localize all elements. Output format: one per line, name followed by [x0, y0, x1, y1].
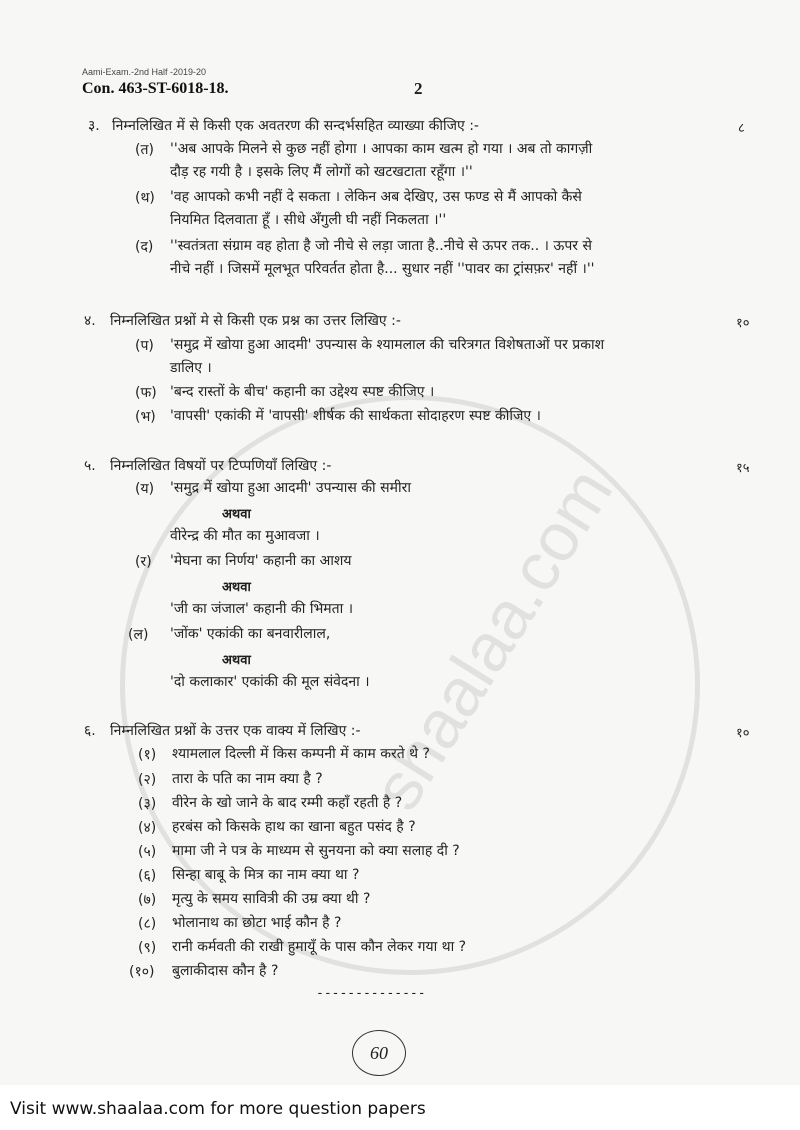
q6-item-4: हरबंस को किसके हाथ का खाना बहुत पसंद है ?	[172, 819, 416, 835]
q6-label-5: (५)	[138, 844, 157, 860]
q5-y-first: 'समुद्र में खोया हुआ आदमी' उपन्यास की समीरा	[170, 480, 411, 496]
q6-item-7: मृत्यु के समय सावित्री की उम्र क्या थी ?	[172, 891, 371, 907]
q3-number: ३.	[88, 118, 100, 134]
q5-number: ५.	[84, 458, 96, 474]
q6-label-10: (१०)	[129, 964, 155, 980]
q6-item-3: वीरेन के खो जाने के बाद रम्मी कहाँ रहती है ?	[172, 795, 403, 811]
q5-y-second: वीरेन्द्र की मौत का मुआवजा ।	[170, 528, 320, 544]
paper-code: Con. 463-ST-6018-18.	[82, 80, 229, 97]
q3-heading: निम्नलिखित में से किसी एक अवतरण की सन्दर्भसहित व्याख्या कीजिए :-	[112, 118, 479, 134]
q6-heading: निम्नलिखित प्रश्नों के उत्तर एक वाक्य में लिखिए :-	[110, 723, 361, 739]
q6-item-2: तारा के पति का नाम क्या है ?	[172, 771, 323, 787]
q6-item-8: भोलानाथ का छोटा भाई कौन है ?	[172, 915, 342, 931]
q6-label-6: (६)	[138, 868, 157, 884]
q4-label-p: (प)	[135, 338, 154, 354]
q3-th-line2: नियमित दिलवाता हूँ । सीधे अँगुली घी नहीं निकलता ।''	[170, 212, 447, 228]
q6-label-4: (४)	[138, 820, 157, 836]
q6-label-9: (९)	[138, 940, 157, 956]
q3-d-line1: ''स्वतंत्रता संग्राम वह होता है जो नीचे से लड़ा जाता है..नीचे से ऊपर तक.. । ऊपर से	[170, 238, 592, 254]
q4-number: ४.	[84, 313, 96, 329]
q5-l-or: अथवा	[222, 653, 251, 668]
footer-bar	[0, 1085, 800, 1130]
q3-t-line1: ''अब आपके मिलने से कुछ नहीं होगा । आपका काम खत्म हो गया । अब तो कागज़ी	[170, 141, 593, 157]
q4-ph-line1: 'बन्द रास्तों के बीच' कहानी का उद्देश्य स्पष्ट कीजिए ।	[170, 384, 435, 400]
q4-marks: १०	[736, 316, 750, 331]
q5-heading: निम्नलिखित विषयों पर टिप्पणियाँ लिखिए :-	[110, 458, 332, 474]
q6-marks: १०	[736, 726, 750, 741]
q6-item-9: रानी कर्मवती की राखी हुमायूँ के पास कौन लेकर गया था ?	[172, 939, 467, 955]
q6-label-7: (७)	[138, 892, 157, 908]
q3-label-d: (द)	[135, 239, 154, 255]
q4-bh-line1: 'वापसी' एकांकी में 'वापसी' शीर्षक की सार्थकता सोदाहरण स्पष्ट कीजिए ।	[170, 408, 541, 424]
q3-th-line1: 'वह आपको कभी नहीं दे सकता । लेकिन अब देखिए, उस फण्ड से मैं आपको कैसे	[170, 189, 582, 205]
q5-l-first: 'जोंक' एकांकी का बनवारीलाल,	[170, 626, 331, 642]
q5-marks: १५	[736, 461, 750, 476]
page-number: 2	[414, 79, 423, 98]
q3-t-line2: दौड़ रह गयी है । इसके लिए मैं लोगों को खटखटाता रहूँगा ।''	[170, 164, 473, 180]
page-circle-number: 60	[370, 1042, 388, 1063]
footer-text[interactable]: Visit www.shaalaa.com for more question papers	[10, 1099, 426, 1119]
handwritten-page-circle	[352, 1030, 406, 1076]
q4-label-ph: (फ)	[135, 385, 157, 401]
q6-item-10: बुलाकीदास कौन है ?	[172, 963, 279, 979]
q5-l-second: 'दो कलाकार' एकांकी की मूल संवेदना ।	[170, 674, 370, 690]
q6-label-3: (३)	[138, 796, 157, 812]
q4-label-bh: (भ)	[135, 409, 156, 425]
end-rule: --------------	[316, 986, 426, 1001]
q6-item-1: श्यामलाल दिल्ली में किस कम्पनी में काम करते थे ?	[172, 746, 430, 762]
q6-label-1: (१)	[138, 747, 157, 763]
q6-label-2: (२)	[138, 772, 157, 788]
q5-label-r: (र)	[135, 554, 152, 570]
q6-item-5: मामा जी ने पत्र के माध्यम से सुनयना को क्या सलाह दी ?	[172, 843, 460, 859]
q5-y-or: अथवा	[222, 507, 251, 522]
q5-r-second: 'जी का जंजाल' कहानी की भिमता ।	[170, 601, 354, 617]
q6-item-6: सिन्हा बाबू के मित्र का नाम क्या था ?	[172, 867, 360, 883]
q6-label-8: (८)	[138, 916, 157, 932]
q5-r-or: अथवा	[222, 580, 251, 595]
q4-p-line1: 'समुद्र में खोया हुआ आदमी' उपन्यास के श्यामलाल की चरित्रगत विशेषताओं पर प्रकाश	[170, 337, 605, 353]
exam-code: Aami-Exam.-2nd Half -2019-20	[82, 67, 207, 77]
q5-label-y: (य)	[135, 481, 155, 497]
q3-d-line2: नीचे नहीं । जिसमें मूलभूत परिवर्तत होता है... सुधार नहीं ''पावर का ट्रांसफ़र' नहीं ।''	[170, 261, 595, 277]
q4-heading: निम्नलिखित प्रश्नों मे से किसी एक प्रश्न का उत्तर लिखिए :-	[110, 313, 401, 329]
q6-number: ६.	[84, 723, 96, 739]
watermark-text: shaalaa.com	[358, 455, 628, 823]
q3-marks: ८	[738, 121, 745, 136]
q5-r-first: 'मेघना का निर्णय' कहानी का आशय	[170, 553, 352, 569]
q5-label-l: (ल)	[128, 627, 149, 643]
q4-p-line2: डालिए ।	[170, 360, 212, 376]
q3-label-t: (त)	[135, 142, 154, 158]
q3-label-th: (थ)	[135, 190, 155, 206]
